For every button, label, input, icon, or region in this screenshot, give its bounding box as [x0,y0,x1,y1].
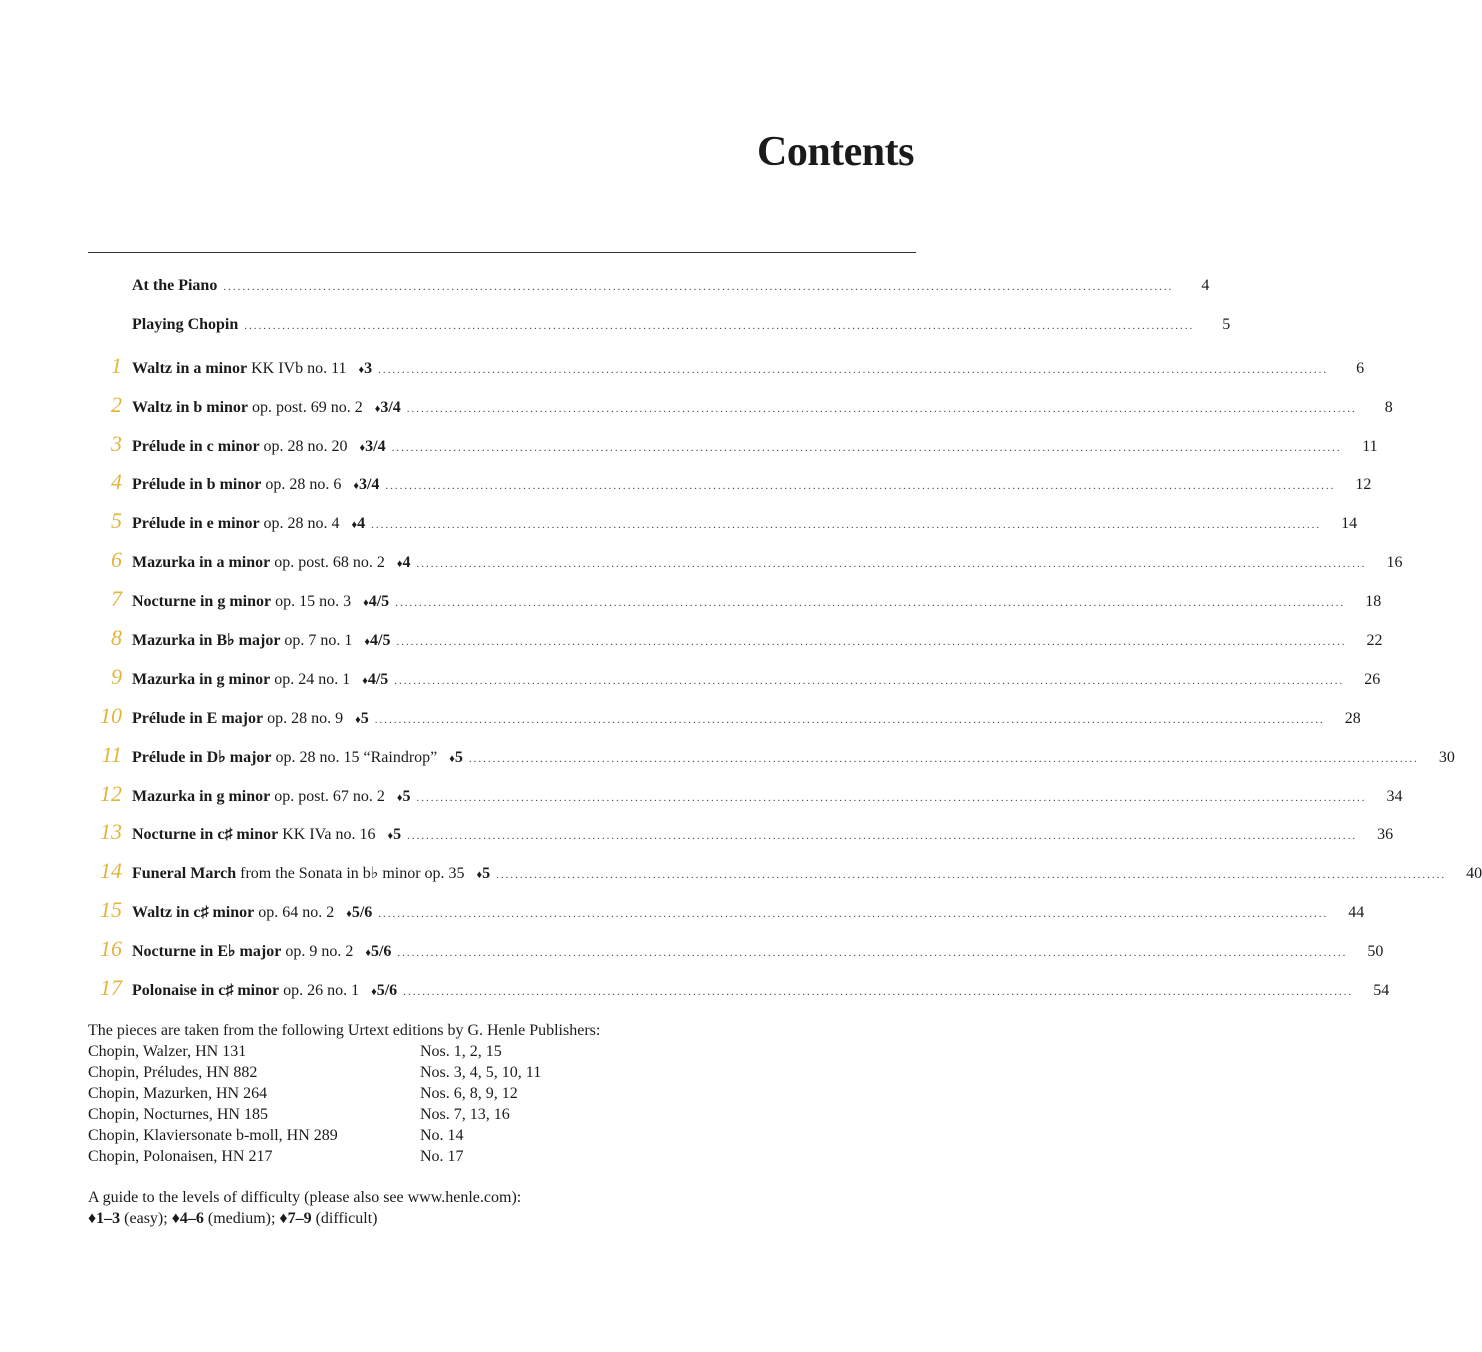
diamond-icon: ♦ [371,986,377,999]
difficulty-value: 4/5 [368,593,390,611]
difficulty-level [477,865,491,882]
difficulty-guide [88,1187,521,1229]
piece-number: 13 [100,819,122,845]
difficulty-value: 5 [402,787,411,805]
piece-title: Mazurka in B♭ major [132,632,281,650]
page-number: 36 [1377,826,1394,844]
difficulty-value: 4 [357,515,366,533]
diamond-icon: ♦ [363,597,369,610]
source-edition: Chopin, Mazurken, HN 264 [88,1085,268,1102]
difficulty-value: 5 [482,865,491,883]
diamond-icon: ♦ [364,636,371,649]
toc-row [88,277,1210,316]
dot-leader: ........................................................................................................................................................................................................ [403,986,1354,999]
piece-title: Prélude in D♭ major [132,748,272,766]
dot-leader: ........................................................................................................................................................................................................ [406,402,1357,415]
guide-medium-range: 4–6 [179,1210,204,1227]
piece-number: 2 [111,391,122,417]
piece-number: 6 [111,547,122,573]
piece-title: Waltz in c♯ minor [132,904,255,922]
difficulty-value: 3/4 [380,398,401,416]
page-number: 22 [1366,632,1383,650]
difficulty-level [362,671,388,688]
toc-row [88,315,1231,355]
page-number: 8 [1384,398,1393,416]
piece-detail: KK IVb no. 11 [251,359,347,377]
piece-number: 15 [100,897,122,923]
difficulty-level [365,943,391,960]
piece-title: Nocturne in g minor [132,593,272,611]
guide-easy-label: (easy); [124,1210,168,1227]
diamond-icon: ♦ [476,869,483,882]
piece-number: 8 [111,625,122,651]
page-number: 34 [1386,787,1403,805]
toc-entry [132,399,401,417]
piece-detail: from the Sonata in b♭ minor op. 35 [240,865,465,883]
diamond-icon: ♦ [88,1210,97,1227]
difficulty-value: 5 [454,748,463,766]
toc-row [88,663,1381,705]
source-row [88,1083,788,1104]
page-number: 14 [1341,515,1358,533]
diamond-icon: ♦ [449,752,455,765]
diamond-icon: ♦ [359,441,366,454]
toc-entry [132,747,463,767]
dot-leader: ........................................................................................................................................................................................................ [416,791,1367,804]
toc-entry [132,476,379,494]
toc-entry [132,941,391,961]
title-divider [88,252,916,253]
piece-number: 17 [100,975,122,1001]
toc-row [88,897,1365,938]
page-number: 50 [1367,943,1384,961]
piece-detail: op. 9 no. 2 [285,943,354,961]
guide-difficult-label: (difficult) [315,1210,378,1227]
toc-entry [132,316,238,334]
toc-row [88,430,1378,472]
piece-detail: op. 64 no. 2 [258,904,335,922]
page-number: 30 [1438,748,1455,766]
piece-title: Prélude in c minor [132,437,260,455]
difficulty-level [355,710,369,727]
piece-number: 7 [111,586,122,612]
source-edition: Chopin, Walzer, HN 131 [88,1043,247,1060]
source-row [88,1125,788,1146]
piece-detail: op. post. 68 no. 2 [274,554,385,572]
toc-row [88,508,1358,549]
page-number: 6 [1356,359,1365,377]
toc-row [88,780,1403,822]
source-numbers: Nos. 6, 8, 9, 12 [420,1085,518,1102]
difficulty-value: 5/6 [376,982,398,1000]
source-numbers: Nos. 7, 13, 16 [420,1106,510,1123]
piece-detail: op. 26 no. 1 [283,982,360,1000]
source-edition: Chopin, Nocturnes, HN 185 [88,1106,268,1123]
piece-number: 11 [101,741,122,767]
guide-medium-label: (medium); [207,1210,276,1227]
source-edition: Chopin, Polonaisen, HN 217 [88,1148,273,1165]
diamond-icon: ♦ [351,519,358,532]
toc-row [88,936,1384,977]
piece-title: Prélude in b minor [132,476,262,494]
difficulty-value: 3 [364,359,373,377]
dot-leader: ........................................................................................................................................................................................................ [378,363,1329,376]
toc-entry [132,671,388,689]
page-number: 44 [1348,904,1365,922]
piece-detail: op. 24 no. 1 [274,670,351,688]
table-of-contents [88,277,1482,1016]
piece-number: 4 [111,469,122,495]
piece-title: At the Piano [132,277,218,294]
toc-entry [132,360,372,378]
source-numbers: No. 17 [420,1148,464,1165]
source-numbers: No. 14 [420,1127,464,1144]
diamond-icon: ♦ [374,402,381,415]
difficulty-level [397,554,411,571]
dot-leader: ........................................................................................................................................................................................................ [395,597,1346,610]
page-number: 54 [1373,982,1390,1000]
toc-entry [132,904,372,922]
difficulty-level [359,360,373,377]
dot-leader: ........................................................................................................................................................................................................ [244,319,1195,332]
diamond-icon: ♦ [279,1210,288,1227]
guide-easy-range: 1–3 [96,1210,121,1227]
page-number: 11 [1362,437,1378,455]
piece-number: 1 [111,352,122,378]
source-row [88,1041,788,1062]
piece-detail: op. 28 no. 20 [263,437,348,455]
piece-detail: op. 28 no. 4 [263,515,340,533]
dot-leader: ........................................................................................................................................................................................................ [396,636,1347,649]
dot-leader: ........................................................................................................................................................................................................ [371,519,1322,532]
piece-detail: KK IVa no. 16 [282,826,376,844]
dot-leader: ........................................................................................................................................................................................................ [496,869,1447,882]
source-row [88,1062,788,1083]
toc-row [88,469,1372,510]
piece-title: Funeral March [132,865,237,883]
difficulty-value: 4/5 [367,670,389,688]
piece-title: Nocturne in c♯ minor [132,826,279,844]
toc-entry [132,826,401,844]
toc-row [88,625,1383,666]
difficulty-value: 3/4 [365,437,386,455]
source-numbers: Nos. 1, 2, 15 [420,1043,502,1060]
toc-row [88,858,1482,899]
toc-row [88,975,1390,1016]
page-number: 18 [1365,593,1382,611]
difficulty-level [388,826,402,843]
toc-entry [132,788,411,806]
toc-row [88,702,1361,744]
dot-leader: ........................................................................................................................................................................................................ [416,558,1367,571]
piece-number: 12 [100,780,122,806]
piece-title: Polonaise in c♯ minor [132,982,280,1000]
piece-number: 16 [100,936,122,962]
toc-row [88,586,1382,627]
difficulty-value: 4/5 [370,632,391,650]
sources-section [88,1020,788,1167]
difficulty-level [360,438,386,455]
difficulty-level [371,982,397,999]
page-number: 5 [1222,315,1231,333]
diamond-icon: ♦ [362,674,368,687]
guide-difficult-range: 7–9 [287,1210,312,1227]
source-numbers: Nos. 3, 4, 5, 10, 11 [420,1064,542,1081]
difficulty-level [397,788,411,805]
difficulty-level [346,904,372,921]
diamond-icon: ♦ [396,791,403,804]
toc-entry [132,982,397,1000]
piece-title: Mazurka in g minor [132,787,271,805]
diamond-icon: ♦ [365,947,371,960]
dot-leader: ........................................................................................................................................................................................................ [391,441,1342,454]
piece-title: Mazurka in g minor [132,670,271,688]
piece-detail: op. 28 no. 9 [267,709,344,727]
difficulty-value: 5/6 [351,904,373,922]
source-edition: Chopin, Préludes, HN 882 [88,1064,258,1081]
diamond-icon: ♦ [355,713,361,726]
diamond-icon: ♦ [346,908,352,921]
diamond-icon: ♦ [171,1210,180,1227]
toc-entry [132,630,391,650]
toc-entry [132,593,389,611]
diamond-icon: ♦ [358,363,365,376]
difficulty-level [364,632,390,649]
source-row [88,1146,788,1167]
difficulty-value: 4 [402,554,411,572]
dot-leader: ........................................................................................................................................................................................................ [385,480,1336,493]
source-row [88,1104,788,1125]
diamond-icon: ♦ [396,558,403,571]
dot-leader: ........................................................................................................................................................................................................ [374,713,1325,726]
source-edition: Chopin, Klaviersonate b-moll, HN 289 [88,1127,338,1144]
page-number: 16 [1386,554,1403,572]
dot-leader: ........................................................................................................................................................................................................ [223,281,1174,293]
piece-detail: op. 7 no. 1 [284,632,353,650]
toc-entry [132,277,217,295]
difficulty-level [353,476,379,493]
piece-detail: op. 28 no. 6 [265,476,342,494]
dot-leader: ........................................................................................................................................................................................................ [378,908,1329,921]
toc-row [88,352,1365,394]
toc-row [88,391,1393,433]
diamond-icon: ♦ [387,830,394,843]
piece-number: 14 [100,858,122,884]
diamond-icon: ♦ [353,480,359,493]
toc-row [88,547,1403,588]
dot-leader: ........................................................................................................................................................................................................ [468,752,1419,765]
dot-leader: ........................................................................................................................................................................................................ [394,674,1345,687]
difficulty-value: 5/6 [370,943,392,961]
sources-intro: The pieces are taken from the following Urtext editions by G. Henle Publishers: [88,1022,601,1039]
piece-title: Nocturne in E♭ major [132,943,282,961]
piece-number: 3 [111,430,122,456]
toc-entry [132,515,365,533]
piece-detail: op. post. 67 no. 2 [274,787,385,805]
toc-row [88,741,1455,783]
piece-detail: op. 15 no. 3 [275,593,352,611]
piece-detail: op. post. 69 no. 2 [252,398,363,416]
piece-title: Mazurka in a minor [132,554,271,572]
page-title: Contents [756,129,914,175]
guide-intro: A guide to the levels of difficulty (please also see www.henle.com): [88,1189,522,1206]
page-number: 12 [1355,476,1372,494]
difficulty-value: 5 [393,826,402,844]
dot-leader: ........................................................................................................................................................................................................ [407,830,1358,843]
page-number: 28 [1344,709,1361,727]
piece-title: Prélude in e minor [132,515,260,533]
difficulty-level [449,749,463,766]
piece-number: 10 [100,702,122,728]
piece-title: Waltz in b minor [132,398,249,416]
page-number: 26 [1364,670,1381,688]
sources-list [88,1041,788,1167]
toc-row [88,819,1394,860]
difficulty-value: 3/4 [358,476,380,494]
piece-number: 5 [111,508,122,534]
toc-entry [132,438,386,456]
page-number: 40 [1466,865,1482,883]
dot-leader: ........................................................................................................................................................................................................ [397,947,1348,960]
toc-entry [132,710,369,728]
guide-levels [88,1208,521,1229]
page-number: 4 [1201,277,1210,294]
toc-entry [132,554,411,572]
difficulty-value: 5 [360,709,369,727]
piece-title: Prélude in E major [132,709,264,727]
difficulty-level [352,515,366,532]
difficulty-level [375,399,401,416]
piece-title: Playing Chopin [132,315,239,333]
toc-entry [132,863,490,883]
piece-detail: op. 28 no. 15 “Raindrop” [275,748,438,766]
piece-number: 9 [111,663,122,689]
difficulty-level [363,593,389,610]
piece-title: Waltz in a minor [132,359,248,377]
